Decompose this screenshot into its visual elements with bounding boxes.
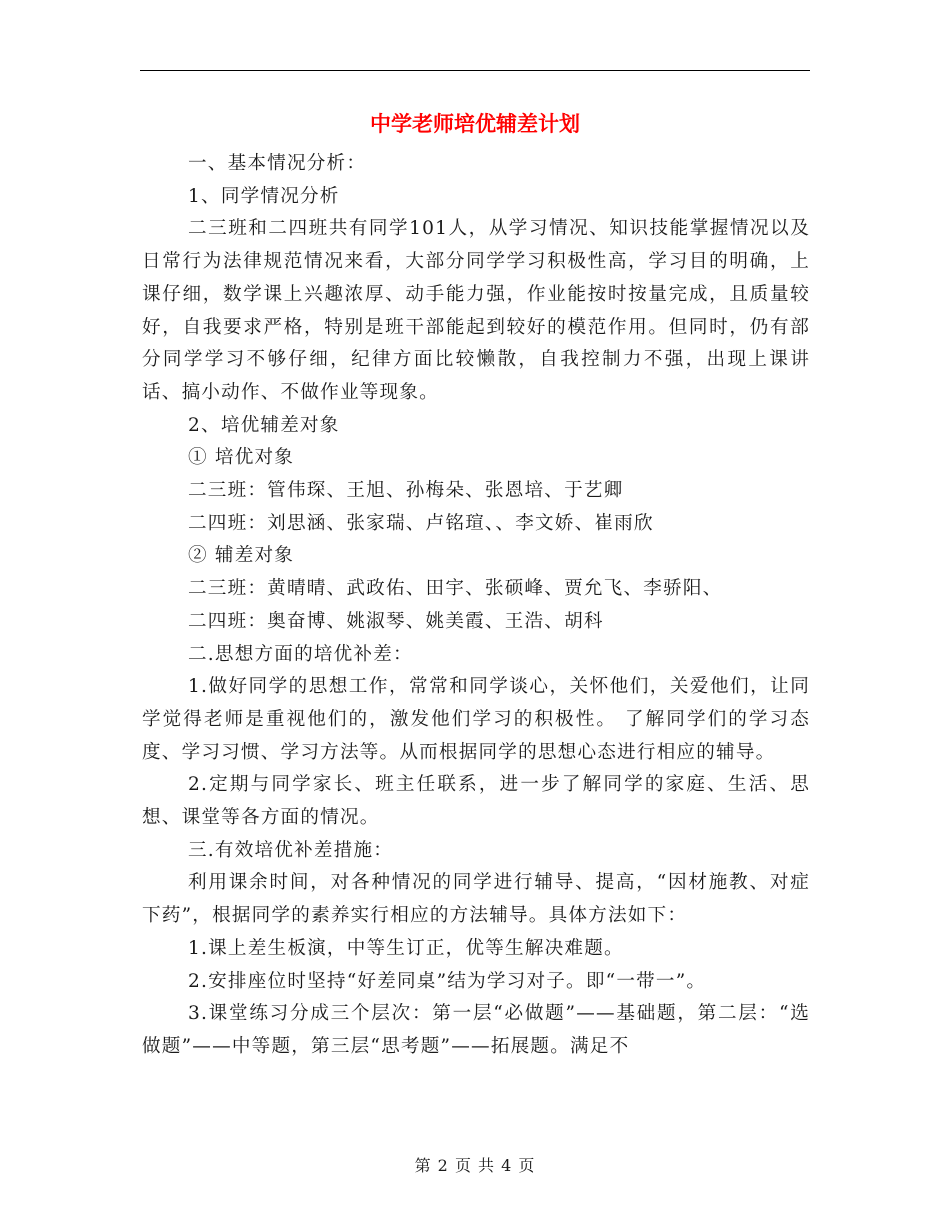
document-body	[142, 148, 810, 1064]
subheading-student-analysis: 1、同学情况分析	[188, 185, 340, 207]
list-item-class-24-excellent: 二四班：刘思涵、张家瑞、卢铭瑄、、李文娇、崔雨欣	[188, 512, 654, 534]
page-number: 第 2 页 共 4 页	[414, 1156, 536, 1175]
list-item-class-23-remedial: 二三班：黄晴晴、武政佑、田宇、张硕峰、贾允飞、李骄阳、	[188, 578, 723, 600]
document-title: 中学老师培优辅差计划	[370, 111, 580, 136]
list-item-class-24-remedial: 二四班：奥奋博、姚淑琴、姚美霞、王浩、胡科	[188, 610, 604, 632]
paragraph-ideology-2: 2.定期与同学家长、班主任联系，进一步了解同学的家庭、生活、思想、课堂等各方面的情况。	[142, 774, 810, 829]
paragraph-measure-1: 1.课上差生板演，中等生订正，优等生解决难题。	[188, 937, 624, 959]
header-rule	[140, 70, 810, 71]
subheading-targets: 2、培优辅差对象	[188, 414, 340, 436]
paragraph-student-analysis: 二三班和二四班共有同学101人，从学习情况、知识技能掌握情况以及日常行为法律规范情况来看，大部分同学学习积极性高，学习目的明确，上课仔细，数学课上兴趣浓厚、动手能力强，作业能按时按量完成，且质量较好，自我要求严格，特别是班干部能起到较好的模范作用。但同时，仍有部分同学学习不够仔细，纪律方面比较懒散，自我控制力不强，出现上课讲话、搞小动作、不做作业等现象。	[142, 218, 810, 403]
list-heading-remedial: ② 辅差对象	[188, 545, 295, 567]
paragraph-measure-3: 3.课堂练习分成三个层次：第一层“必做题”——基础题，第二层：“选做题”——中等题，第三层“思考题”——拓展题。满足不	[142, 1003, 810, 1057]
section-heading-ideology: 二.思想方面的培优补差：	[188, 643, 413, 665]
list-item-class-23-excellent: 二三班：管伟琛、王旭、孙梅朵、张恩培、于艺卿	[188, 480, 624, 502]
paragraph-measures-intro: 利用课余时间，对各种情况的同学进行辅导、提高，“因材施教、对症下药”，根据同学的素养实行相应的方法辅导。具体方法如下：	[142, 872, 810, 927]
section-heading-measures: 三.有效培优补差措施：	[188, 839, 394, 861]
list-heading-excellent: ① 培优对象	[188, 447, 295, 469]
section-heading-basic-analysis: 一、基本情况分析：	[188, 153, 367, 174]
paragraph-ideology-1: 1.做好同学的思想工作，常常和同学谈心，关怀他们，关爱他们，让同学觉得老师是重视他们的，激发他们学习的积极性。 了解同学们的学习态度、学习习惯、学习方法等。从而根据同学的思想心态进行相应的辅导。	[142, 676, 810, 763]
paragraph-measure-2: 2.安排座位时坚持“好差同桌”结为学习对子。即“一带一”。	[188, 970, 707, 992]
